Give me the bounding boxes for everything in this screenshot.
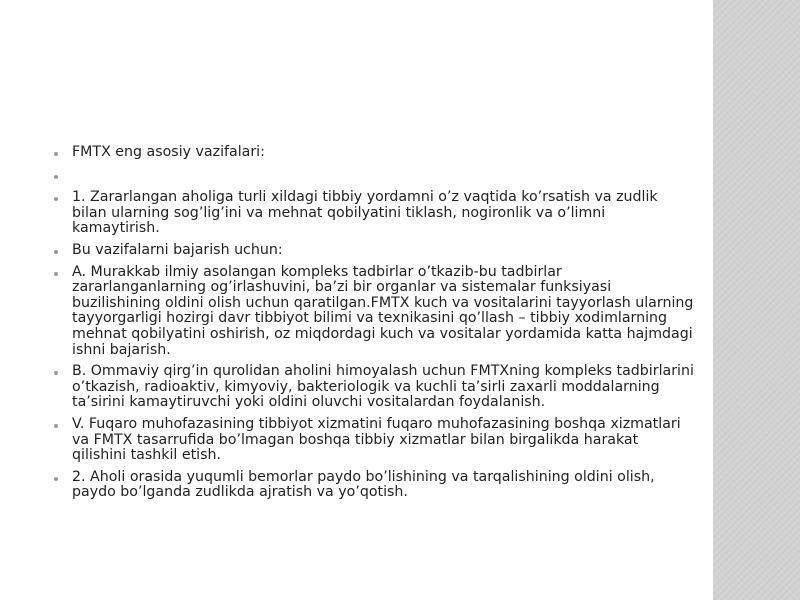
- bullet-dot-icon: [54, 424, 58, 428]
- bullet-text: Bu vazifalarni bajarish uchun:: [72, 241, 283, 258]
- bullet-dot-icon: [54, 152, 58, 156]
- bullet-dot-icon: [54, 477, 58, 481]
- bullet-text: B. Ommaviy qirg’in qurolidan aholini himoyalash uchun FMTXning kompleks tadbirlarini o’tkazish, radioaktiv, kimyoviy, bakteriologik va kuchli ta’sirli zaxarli moddalarning ta’sirini kamaytiruvchi yoki oldini oluvchi vositalardan foydalanish.: [72, 363, 694, 411]
- bullet-item-v: [54, 417, 694, 464]
- bullet-item-heading: [54, 145, 694, 161]
- bullet-list: [54, 145, 694, 507]
- bullet-item-task-1: [54, 190, 694, 237]
- bullet-item-intro: [54, 243, 694, 259]
- bullet-item-b: [54, 364, 694, 411]
- bullet-dot-icon: [54, 197, 58, 201]
- bullet-text: 2. Aholi orasida yuqumli bemorlar paydo bo’lishining va tarqalishining oldini olish, paydo bo’lganda zudlikda ajratish va yo’qotish.: [72, 468, 655, 501]
- bullet-text: FMTX eng asosiy vazifalari:: [72, 144, 265, 160]
- bullet-text: A. Murakkab ilmiy asolangan kompleks tadbirlar o’tkazib-bu tadbirlar zararlanganlarning og’irlashuvini, ba’zi bir organlar va sistemalar funksiyasi buzilishining oldini olish uchun qaratilgan.FMTX kuch va vositalarini tayyorlash ularning tayyorgarligi hozirgi davr tibbiyot bilimi va texnikasini qo’llash – tibbiy xodimlarning mehnat qobilyatini oshirish, oz miqdordagi kuch va vositalar yordamida katta hajmdagi ishni bajarish.: [72, 263, 694, 358]
- bullet-item-task-2: [54, 470, 694, 501]
- decorative-side-panel: [713, 0, 800, 600]
- bullet-item-a: [54, 265, 694, 359]
- bullet-text: 1. Zararlangan aholiga turli xildagi tibbiy yordamni o’z vaqtida ko’rsatish va zudlik bilan ularning sog’lig’ini va mehnat qobilyatini tiklash, nogironlik va o’limni kamaytirish.: [72, 189, 658, 237]
- bullet-text: V. Fuqaro muhofazasining tibbiyot xizmatini fuqaro muhofazasining boshqa xizmatlari va FMTX tasarrufida bo’lmagan boshqa tibbiy xizmatlar bilan birgalikda harakat qilishini tashkil etish.: [72, 415, 681, 464]
- bullet-dot-icon: [54, 175, 58, 179]
- bullet-item-empty: [54, 168, 694, 184]
- bullet-dot-icon: [54, 272, 58, 276]
- bullet-dot-icon: [54, 371, 58, 375]
- bullet-dot-icon: [54, 250, 58, 254]
